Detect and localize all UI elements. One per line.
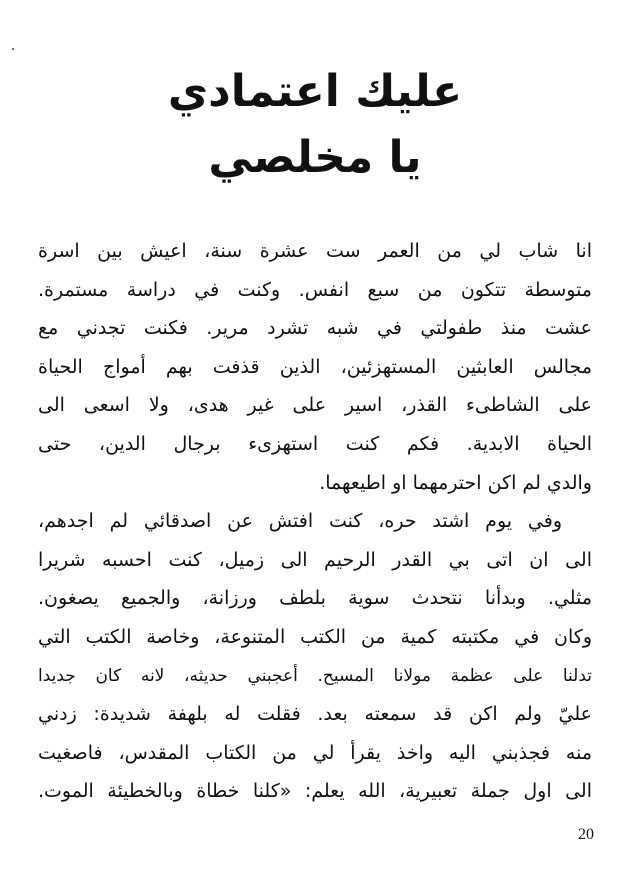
body-line: منه فجذبني اليه واخذ يقرأ لي من الكتاب المقدس، فاصغيت	[38, 741, 592, 764]
body-line: الى اول جملة تعبيرية، الله يعلم: «كلنا خطاة وبالخطيئة الموت.	[38, 780, 592, 803]
body-line: مثلي. وبدأنا نتحدث سوية بلطف ورزانة، والجميع يصغون.	[38, 587, 592, 610]
body-line: عشت منذ طفولتي في شبه تشرد مرير. فكنت تجدني مع	[38, 317, 592, 340]
body-line: وفي يوم اشتد حره، كنت افتش عن اصدقائي لم اجدهم،	[38, 510, 562, 533]
body-line: تدلنا على عظمة مولانا المسيح. أعجبني حديثه، لانه كان جديدا	[38, 665, 592, 686]
body-line: انا شاب لي من العمر ست عشرة سنة، اعيش بين اسرة	[38, 240, 592, 262]
title-line-2: يا مخلصي	[208, 132, 422, 183]
body-line: مجالس العابثين المستهزئين، الذين قذفت بهم أمواج الحياة	[38, 355, 592, 378]
title-line-1: عليك اعتمادي	[167, 66, 463, 117]
body-line: وكان في مكتبته كمية من الكتب المتنوعة، وخاصة الكتب التي	[38, 625, 592, 648]
body-line: عليّ ولم اكن قد سمعته بعد. فقلت له بلهفة شديدة: زدني	[38, 703, 592, 726]
body-line: الى ان اتى بي القدر الرحيم الى زميل، كنت احسبه شريرا	[38, 548, 592, 571]
page-number: 20	[578, 826, 594, 843]
body-line: على الشاطىء القذر، اسير على غير هدى، ولا اسعى الى	[38, 394, 592, 417]
body-line: والدي لم اكن احترمهما او اطيعهما.	[319, 471, 592, 494]
body-line: الحياة الابدية. فكم كنت استهزىء برجال الدين، حتى	[38, 432, 592, 455]
body-text	[38, 232, 592, 811]
scan-speck	[12, 48, 14, 50]
body-line: متوسطة تتكون من سبع انفس. وكنت في دراسة مستمرة.	[38, 278, 592, 301]
